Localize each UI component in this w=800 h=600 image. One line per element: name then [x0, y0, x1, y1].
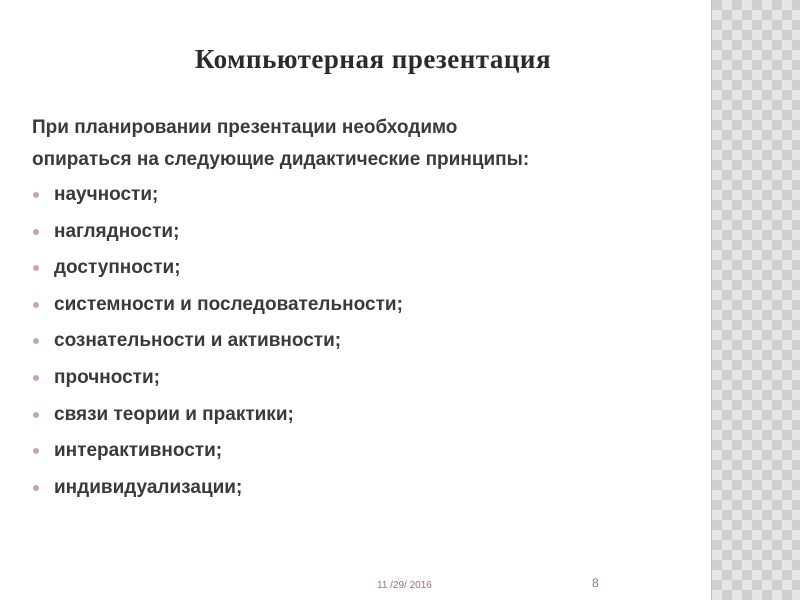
list-item-text: связи теории и практики;: [54, 403, 294, 425]
list-item: [32, 470, 672, 507]
list-item-text: интерактивности;: [54, 440, 223, 462]
list-item: [32, 323, 672, 360]
list-item-text: наглядности;: [54, 220, 180, 242]
bullet-icon: [33, 192, 39, 198]
bullet-icon: [33, 448, 39, 454]
page-number: 8: [592, 576, 599, 590]
principles-list: [32, 177, 672, 506]
intro-line-1: При планировании презентации необходимо: [32, 117, 458, 138]
list-item: [32, 250, 672, 287]
bullet-icon: [33, 302, 39, 308]
list-item-text: прочности;: [54, 366, 160, 388]
list-item: [32, 177, 672, 214]
list-item: [32, 433, 672, 470]
list-item: [32, 397, 672, 434]
list-item: [32, 360, 672, 397]
slide-title: Компьютерная презентация: [194, 44, 552, 74]
list-item: [32, 287, 672, 324]
list-item-text: доступности;: [54, 257, 181, 279]
bullet-icon: [33, 485, 39, 491]
bullet-icon: [33, 412, 39, 418]
intro-text: [32, 112, 672, 176]
list-item: [32, 214, 672, 251]
list-item-text: сознательности и активности;: [54, 330, 342, 352]
decorative-diamond-pattern: [711, 0, 800, 600]
intro-line-2: опираться на следующие дидактические принципы:: [32, 149, 530, 170]
bullet-icon: [33, 375, 39, 381]
list-item-text: научности;: [54, 184, 159, 205]
footer-date: 11 /29/ 2016: [377, 580, 432, 591]
bullet-icon: [33, 338, 39, 344]
list-item-text: системности и последовательности;: [54, 293, 403, 315]
bullet-icon: [33, 265, 39, 271]
list-item-text: индивидуализации;: [54, 476, 243, 498]
bullet-icon: [33, 229, 39, 235]
